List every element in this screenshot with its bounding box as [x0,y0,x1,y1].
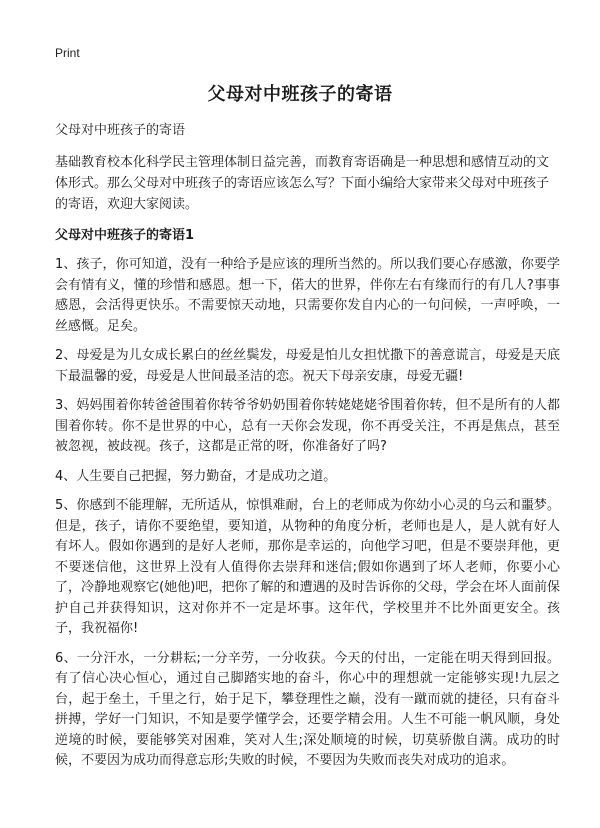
paragraph-3: 3、妈妈围着你转爸爸围着你转爷爷奶奶围着你转姥姥姥爷围着你转，但不是所有的人都围着你转。你不是世界的中心，总有一天你会发现，你不再受关注，不再是焦点，甚至被忽视，被歧视。孩子，这都是正常的呀，你准备好了吗? [55,398,560,454]
document-title: 父母对中班孩子的寄语 [207,84,393,105]
document-subtitle: 父母对中班孩子的寄语 [55,123,186,138]
paragraph-5: 5、你感到不能理解，无所适从，惊惧难耐，台上的老师成为你幼小心灵的乌云和噩梦。但是，孩子，请你不要绝望，要知道，从物种的角度分析，老师也是人，是人就有好人有坏人。假如你遇到的是好人老师，那你是幸运的，向他学习吧，但是不要崇拜他，更不要迷信他，这世界上没有人值得你去崇拜和迷信;假如你遇到了坏人老师，你要小心了，冷静地观察它(她他)吧，把你了解的和遭遇的及时告诉你的父母，学会在坏人面前保护自己并获得知识，这对你并不一定是坏事。这年代，学校里并不比外面更安全。孩子，我祝福你! [55,498,560,636]
document-body [55,120,560,781]
paragraph-4: 4、人生要自己把握，努力勤奋，才是成功之道。 [55,468,337,484]
intro-paragraph: 基础教育校本化科学民主管理体制日益完善，而教育寄语确是一种思想和感情互动的文体形式。那么父母对中班孩子的寄语应该怎么写？下面小编给大家带来父母对中班孩子的寄语，欢迎大家阅读。 [55,155,550,212]
paragraph-1: 1、孩子，你可知道，没有一种给予是应该的理所当然的。所以我们要心存感激，你要学会有情有义，懂的珍惜和感恩。想一下，偌大的世界，伴你左右有缘而行的有几人?事事感恩，会活得更快乐。不需要惊天动地，只需要你发自内心的一句问候，一声呼唤，一丝感慨。足矣。 [55,257,560,334]
print-label[interactable]: Print [55,46,80,60]
paragraph-2: 2、母爱是为儿女成长累白的丝丝鬓发，母爱是怕儿女担忧撒下的善意谎言，母爱是天底下最温馨的爱，母爱是人世间最圣洁的恋。祝天下母亲安康，母爱无疆! [55,348,560,384]
section-heading: 父母对中班孩子的寄语1 [55,228,195,243]
paragraph-6: 6、一分汗水，一分耕耘;一分辛劳，一分收获。今天的付出，一定能在明天得到回报。有了信心决心恒心，通过自己脚踏实地的奋斗，你心中的理想就一定能够实现!九层之台，起于垒土，千里之行，始于足下，攀登理性之巅，没有一蹴而就的捷径，只有奋斗拼搏，学好一门知识，不知是要学懂学会，还要学精会用。人生不可能一帆风顺，身处逆境的时候，要能够笑对困难，笑对人生;深处顺境的时候，切莫骄傲自满。成功的时候，不要因为成功而得意忘形;失败的时候，不要因为失败而丧失对成功的追求。 [55,650,560,768]
